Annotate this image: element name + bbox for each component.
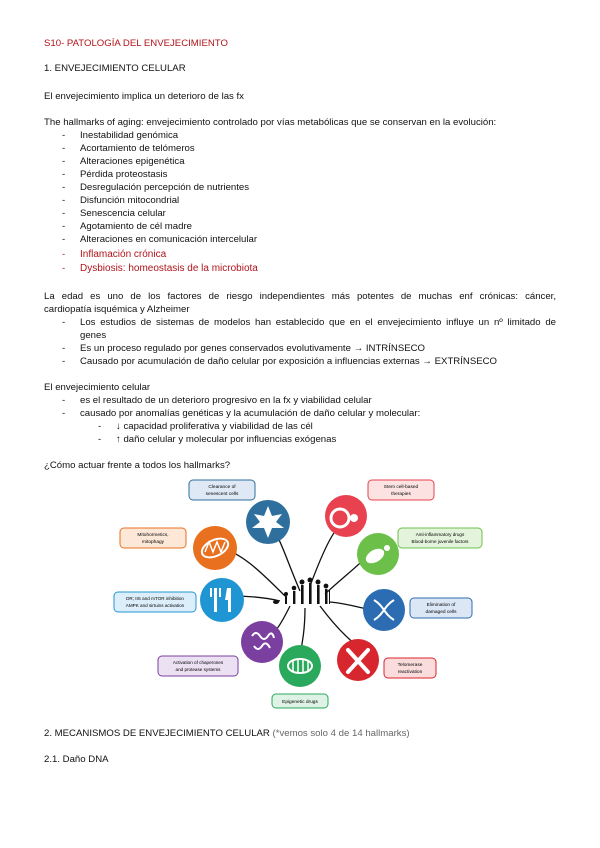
figure-label: Elimination of — [426, 603, 456, 608]
list-item-highlight: Dysbiosis: homeostasis de la microbiota — [80, 263, 258, 274]
list-dash: - — [62, 317, 66, 328]
list-item: Causado por acumulación de daño celular por exposición a influencias externas → EXTRÍNSECO — [80, 356, 498, 367]
list-dash: - — [62, 249, 66, 260]
section-note: (*vemos solo 4 de 14 hallmarks) — [272, 728, 410, 739]
list-dash: - — [62, 263, 66, 274]
label-box — [189, 480, 255, 500]
paragraph: The hallmarks of aging: envejecimiento controlado por vías metabólicas que se conservan en la evolución: — [44, 117, 497, 128]
list-dash: - — [62, 156, 66, 167]
figure-label: DR; IIS and mTOR inhibition — [126, 596, 184, 601]
list-dash: - — [98, 434, 102, 445]
list-item: Senescencia celular — [80, 208, 166, 219]
page-title: S10- PATOLOGÍA DEL ENVEJECIMIENTO — [44, 38, 228, 49]
label-box — [120, 528, 186, 548]
sub-list-item: ↑ daño celular y molecular por influencias exógenas — [116, 434, 337, 445]
list-dash: - — [98, 421, 102, 432]
figure-label: mitophagy — [141, 540, 165, 545]
figure-label: senescent cells — [205, 492, 239, 497]
sub-list-item: ↓ capacidad proliferativa y viabilidad de las cél — [116, 421, 313, 432]
epigenetic-icon — [279, 645, 321, 687]
section-heading — [44, 728, 410, 740]
figure-label: therapies — [391, 492, 411, 497]
cutlery-icon — [200, 578, 244, 622]
list-dash: - — [62, 234, 66, 245]
paragraph: La edad es uno de los factores de riesgo independientes más potentes de muchas enf crónicas: cáncer, — [44, 291, 556, 302]
list-item: Desregulación percepción de nutrientes — [80, 182, 250, 193]
label-box — [398, 528, 482, 548]
list-item: Inestabilidad genómica — [80, 130, 179, 141]
list-item-highlight: Inflamación crónica — [80, 249, 167, 260]
list-item: Los estudios de sistemas de modelos han establecido que en el envejecimiento influye un nº limitado de — [80, 317, 556, 328]
list-dash: - — [62, 130, 66, 141]
figure-label: and protease systems — [175, 667, 221, 672]
list-item: genes — [80, 330, 107, 341]
label-box — [384, 658, 436, 678]
section-heading-text: 2. MECANISMOS DE ENVEJECIMIENTO CELULAR — [44, 728, 270, 739]
list-item: es el resultado de un deterioro progresivo en la fx y viabilidad celular — [80, 395, 372, 406]
question: ¿Cómo actuar frente a todos los hallmarks? — [44, 460, 231, 471]
figure-label: damaged cells — [425, 610, 457, 615]
list-item: Disfunción mitocondrial — [80, 195, 180, 206]
list-item: Acortamiento de telómeros — [80, 143, 195, 154]
label-box — [114, 592, 196, 612]
figure-label: Epigenetic drugs — [282, 700, 318, 705]
list-dash: - — [62, 221, 66, 232]
label-box — [410, 598, 472, 618]
list-item: Alteraciones epigenética — [80, 156, 185, 167]
list-dash: - — [62, 208, 66, 219]
figure-label: Anti-inflammatory drugs — [415, 532, 465, 537]
list-dash: - — [62, 195, 66, 206]
protein-icon — [241, 621, 283, 663]
figure-label: Activation of chaperones — [172, 660, 224, 665]
list-item: Es un proceso regulado por genes conservados evolutivamente → INTRÍNSECO — [80, 343, 426, 354]
figure-label: Telomerase — [397, 663, 423, 668]
figure-label: Mitohormetics, — [137, 533, 169, 538]
figure-label: Clearance of — [208, 485, 236, 490]
list-item: Alteraciones en comunicación intercelular — [80, 234, 258, 245]
aging-silhouettes-icon — [273, 578, 330, 605]
figure-label: AMPK and sirtuins activation — [125, 603, 185, 608]
list-dash: - — [62, 356, 66, 367]
paragraph: cardiopatía isquémica y Alzheimer — [44, 304, 190, 315]
list-dash: - — [62, 395, 66, 406]
list-item: causado por anomalías genéticas y la acumulación de daño celular y molecular: — [80, 408, 421, 419]
list-dash: - — [62, 408, 66, 419]
list-dash: - — [62, 169, 66, 180]
paragraph: El envejecimiento celular — [44, 382, 151, 393]
list-item: Pérdida proteostasis — [80, 169, 168, 180]
label-box — [158, 656, 238, 676]
figure-label: Stem cell-based — [383, 485, 419, 490]
list-dash: - — [62, 143, 66, 154]
list-item: Agotamiento de cél madre — [80, 221, 192, 232]
figure-label: reactivation — [397, 670, 423, 675]
section-heading: 1. ENVEJECIMIENTO CELULAR — [44, 63, 186, 74]
label-box — [368, 480, 434, 500]
paragraph: El envejecimiento implica un deterioro de las fx — [44, 91, 244, 102]
subsection-heading: 2.1. Daño DNA — [44, 754, 109, 765]
figure-label: Blood-borne juvenile factors — [411, 539, 469, 544]
hallmarks-therapy-figure — [100, 476, 490, 714]
list-dash: - — [62, 343, 66, 354]
list-dash: - — [62, 182, 66, 193]
